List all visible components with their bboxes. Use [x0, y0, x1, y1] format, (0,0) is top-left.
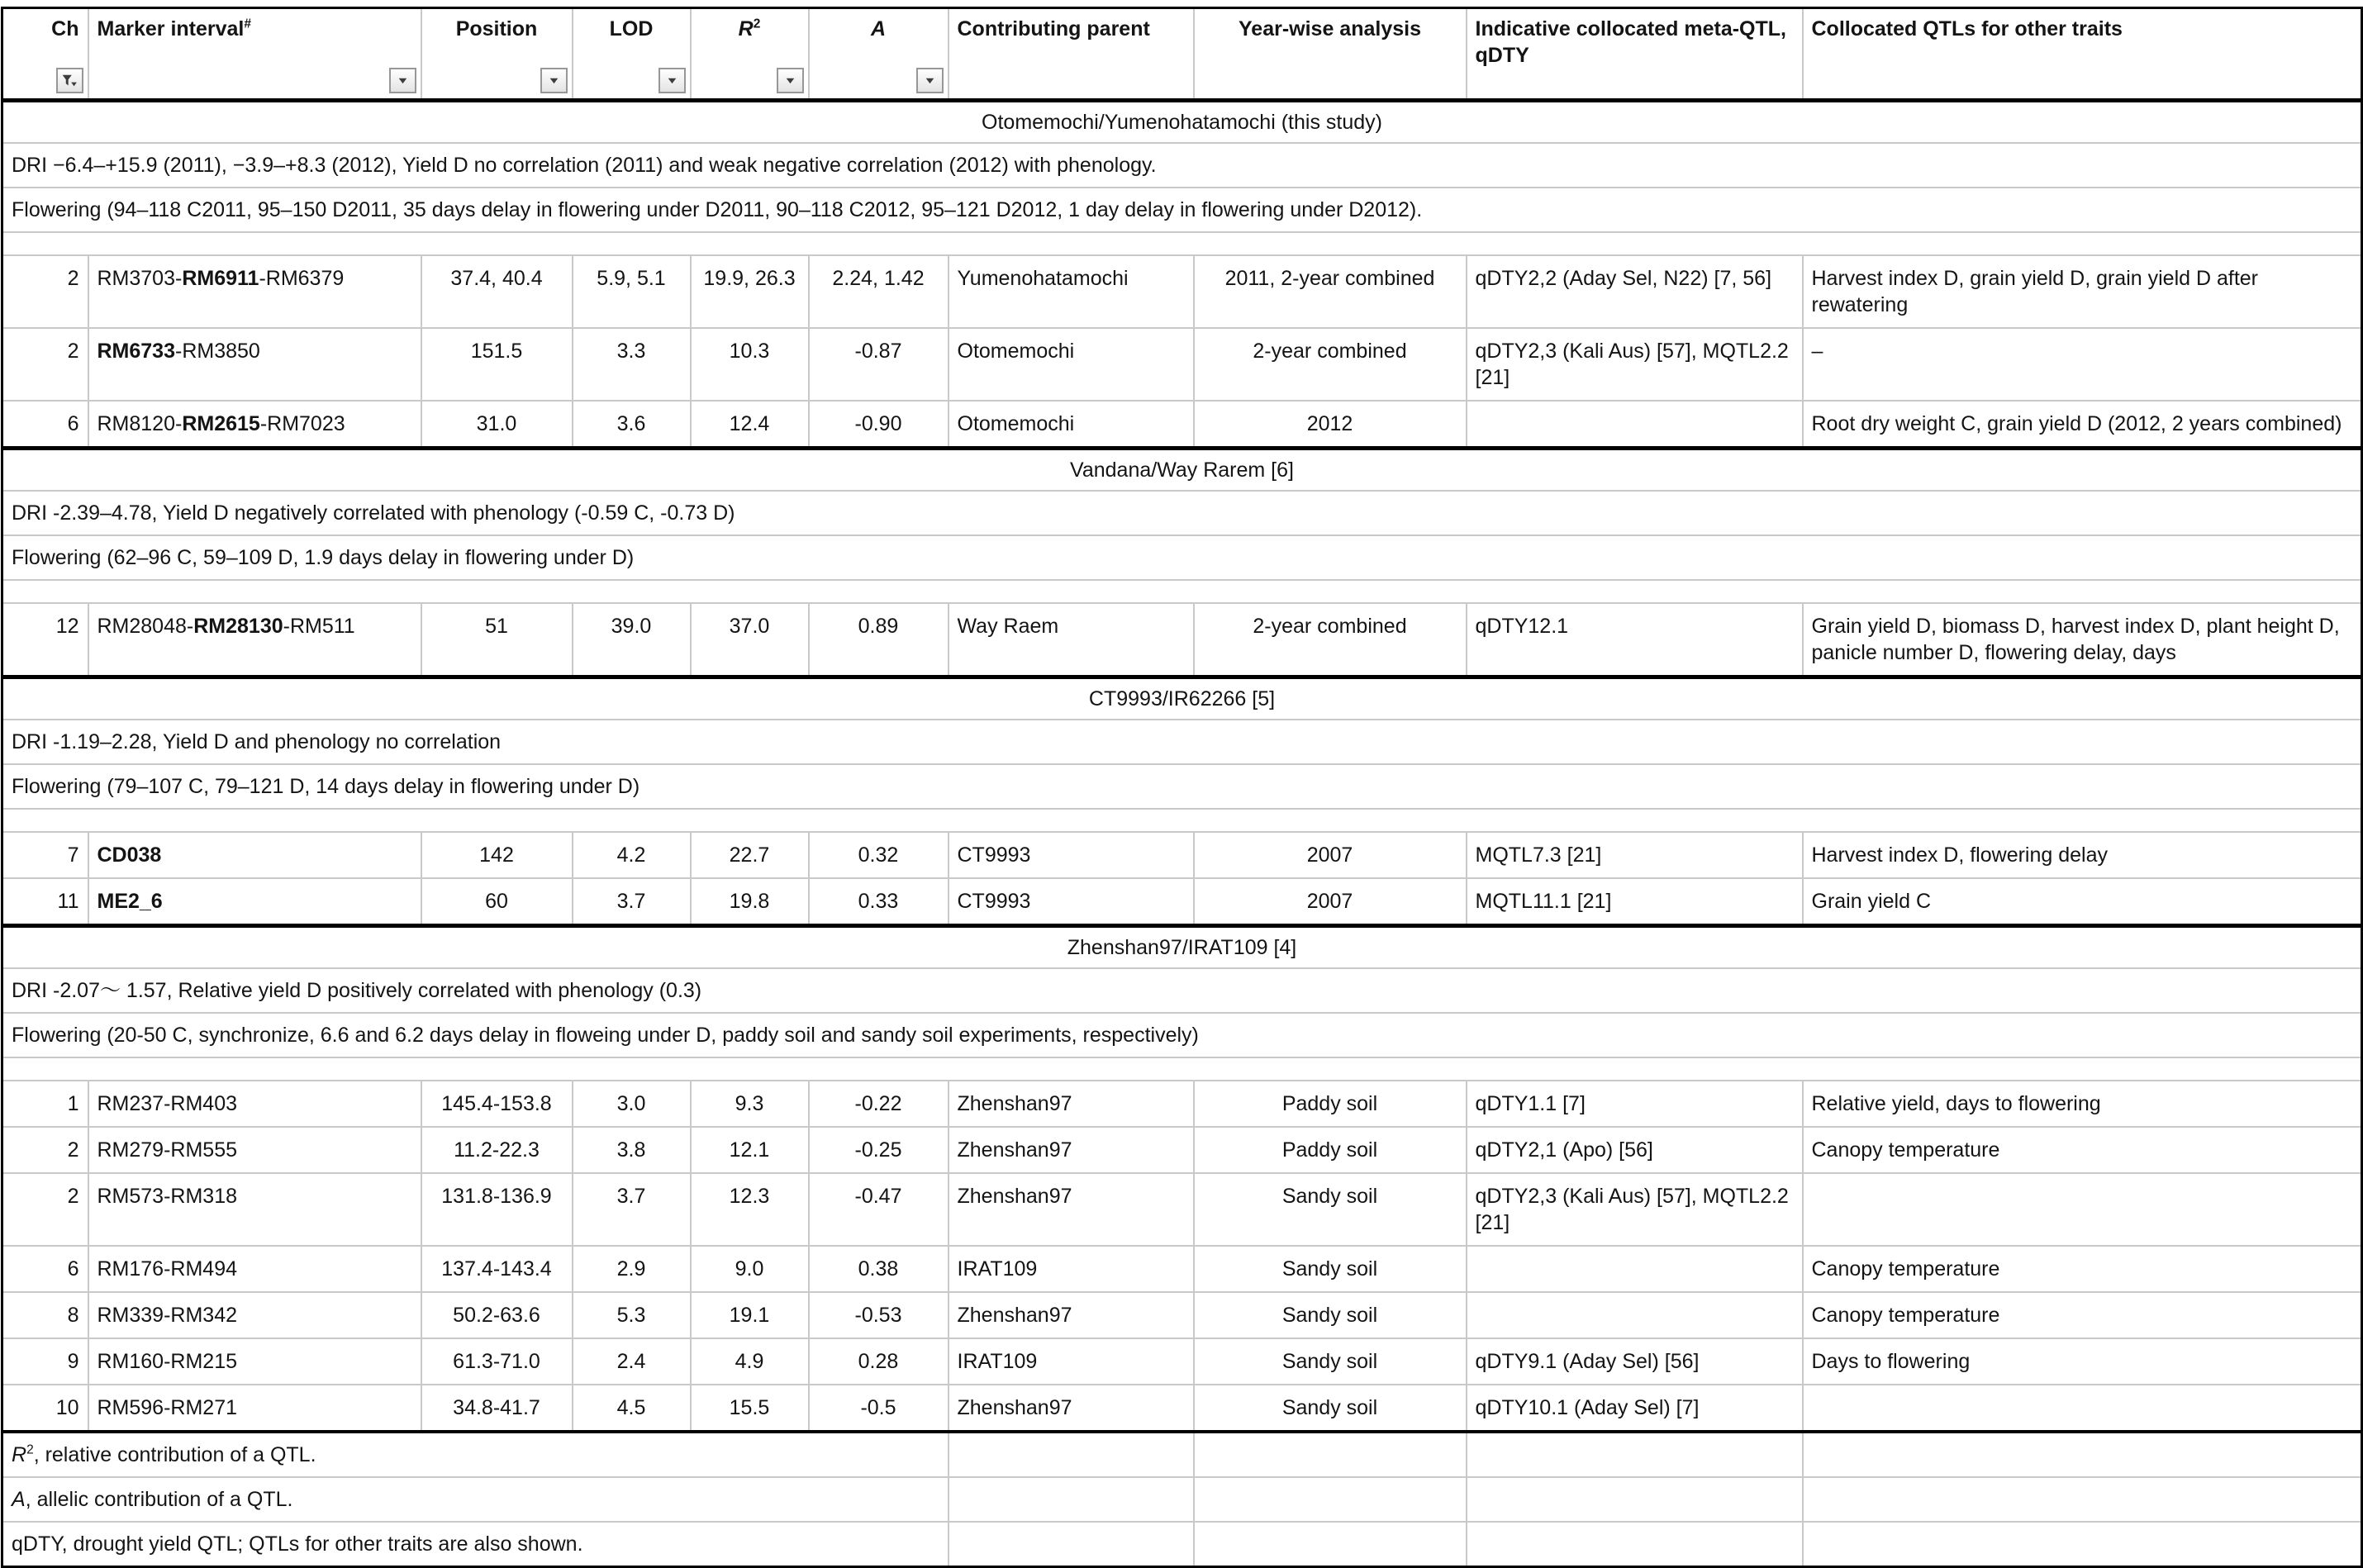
- cell-position: 137.4-143.4: [421, 1246, 573, 1292]
- cell-a: -0.90: [809, 401, 949, 449]
- text-run: RM279-RM555: [97, 1138, 238, 1162]
- text-run: -RM6379: [259, 267, 345, 290]
- cell-r2: 37.0: [691, 603, 809, 677]
- section-note-row: [2, 764, 2362, 809]
- cell-other: Canopy temperature: [1803, 1127, 2362, 1173]
- cell-marker: [88, 1385, 421, 1432]
- column-header-label: [1812, 16, 2353, 42]
- column-header-r2: [691, 8, 809, 101]
- text-run: R: [738, 17, 754, 40]
- cell-parent: Yumenohatamochi: [949, 255, 1194, 328]
- cell-ch: 8: [2, 1292, 88, 1338]
- table-body: [2, 101, 2362, 1567]
- table-row: [2, 878, 2362, 926]
- section-title: Otomemochi/Yumenohatamochi (this study): [2, 101, 2362, 144]
- cell-parent: IRAT109: [949, 1338, 1194, 1385]
- cell-ch: 1: [2, 1081, 88, 1127]
- cell-a: -0.53: [809, 1292, 949, 1338]
- cell-ch: 11: [2, 878, 88, 926]
- column-header-lod: [573, 8, 691, 101]
- column-header-label: [97, 16, 412, 42]
- table-row: [2, 1173, 2362, 1246]
- cell-parent: IRAT109: [949, 1246, 1194, 1292]
- cell-year: 2-year combined: [1194, 328, 1467, 401]
- text-run: RM8120-: [97, 412, 183, 435]
- cell-lod: 3.0: [573, 1081, 691, 1127]
- cell-a: -0.87: [809, 328, 949, 401]
- cell-meta: qDTY9.1 (Aday Sel) [56]: [1467, 1338, 1803, 1385]
- text-run: Ch: [51, 17, 79, 40]
- text-run: -RM3850: [175, 340, 260, 363]
- cell-other: Relative yield, days to flowering: [1803, 1081, 2362, 1127]
- cell-marker: [88, 1127, 421, 1173]
- cell-a: 0.38: [809, 1246, 949, 1292]
- footnote-text: [2, 1432, 949, 1477]
- column-header-position: [421, 8, 573, 101]
- column-header-other-traits: [1803, 8, 2362, 101]
- empty-cell: [1803, 1522, 2362, 1567]
- column-header-marker-interval: [88, 8, 421, 101]
- cell-parent: Zhenshan97: [949, 1081, 1194, 1127]
- text-run: Collocated QTLs for other traits: [1811, 17, 2123, 40]
- cell-position: 151.5: [421, 328, 573, 401]
- cell-other: Canopy temperature: [1803, 1292, 2362, 1338]
- cell-ch: 7: [2, 832, 88, 878]
- section-note: Flowering (62–96 C, 59–109 D, 1.9 days delay in flowering under D): [2, 535, 2362, 580]
- text-run: -RM511: [283, 615, 355, 638]
- cell-other: Harvest index D, grain yield D, grain yield D after rewatering: [1803, 255, 2362, 328]
- cell-position: 31.0: [421, 401, 573, 449]
- chevron-down-icon: [666, 74, 678, 87]
- empty-cell: [949, 1432, 1194, 1477]
- column-header-label: [700, 16, 800, 42]
- cell-marker: [88, 1081, 421, 1127]
- cell-lod: 3.6: [573, 401, 691, 449]
- section-title: Vandana/Way Rarem [6]: [2, 449, 2362, 492]
- cell-lod: 39.0: [573, 603, 691, 677]
- section-note-row: [2, 188, 2362, 232]
- cell-r2: 19.1: [691, 1292, 809, 1338]
- table-row: [2, 603, 2362, 677]
- section-note: DRI -1.19–2.28, Yield D and phenology no correlation: [2, 720, 2362, 764]
- chevron-down-icon: [784, 74, 796, 87]
- section-note: DRI -2.07～ 1.57, Relative yield D positively correlated with phenology (0.3): [2, 968, 2362, 1013]
- empty-cell: [1803, 1477, 2362, 1522]
- text-run: RM28130: [193, 615, 283, 638]
- cell-parent: CT9993: [949, 832, 1194, 878]
- text-run: ME2_6: [97, 890, 163, 913]
- cell-year: Sandy soil: [1194, 1292, 1467, 1338]
- chevron-down-icon: [548, 74, 560, 87]
- text-run: RM160-RM215: [97, 1350, 238, 1373]
- cell-ch: 2: [2, 1127, 88, 1173]
- table-row: [2, 1292, 2362, 1338]
- cell-lod: 5.3: [573, 1292, 691, 1338]
- empty-cell: [1194, 1432, 1467, 1477]
- filter-button-marker-interval[interactable]: [389, 68, 416, 93]
- section-note: Flowering (94–118 C2011, 95–150 D2011, 35 days delay in flowering under D2011, 90–118 C2012, 95–121 D2012, 1 day delay in flowering under D2012).: [2, 188, 2362, 232]
- cell-r2: 22.7: [691, 832, 809, 878]
- section-title-row: [2, 677, 2362, 720]
- text-run: RM176-RM494: [97, 1257, 238, 1281]
- cell-position: 51: [421, 603, 573, 677]
- text-run: qDTY, drought yield QTL; QTLs for other traits are also shown.: [12, 1532, 583, 1556]
- cell-r2: 12.3: [691, 1173, 809, 1246]
- cell-lod: 4.2: [573, 832, 691, 878]
- cell-meta: qDTY2,2 (Aday Sel, N22) [7, 56]: [1467, 255, 1803, 328]
- cell-meta: [1467, 1246, 1803, 1292]
- table-row: [2, 1081, 2362, 1127]
- text-run: RM6911: [182, 267, 259, 290]
- cell-parent: Zhenshan97: [949, 1385, 1194, 1432]
- column-header-label: [1476, 16, 1794, 69]
- cell-r2: 12.4: [691, 401, 809, 449]
- text-run: RM2615: [182, 412, 260, 435]
- cell-a: 0.32: [809, 832, 949, 878]
- text-run: RM3703-: [97, 267, 183, 290]
- empty-cell: [1803, 1432, 2362, 1477]
- text-run: Marker interval: [97, 17, 245, 40]
- text-run: R: [12, 1443, 27, 1466]
- spacer-row: [2, 1057, 2362, 1081]
- cell-a: 2.24, 1.42: [809, 255, 949, 328]
- footnote-row: [2, 1522, 2362, 1567]
- cell-parent: Otomemochi: [949, 328, 1194, 401]
- cell-r2: 10.3: [691, 328, 809, 401]
- cell-other: –: [1803, 328, 2362, 401]
- cell-position: 34.8-41.7: [421, 1385, 573, 1432]
- column-header-ch: [2, 8, 88, 101]
- filter-button-a[interactable]: [916, 68, 944, 93]
- cell-parent: Zhenshan97: [949, 1173, 1194, 1246]
- cell-marker: [88, 1338, 421, 1385]
- text-run: 2: [753, 17, 761, 31]
- section-note: Flowering (20-50 C, synchronize, 6.6 and 6.2 days delay in floweing under D, paddy soil and sandy soil experiments, respectively): [2, 1013, 2362, 1057]
- filter-button-ch[interactable]: [56, 68, 83, 93]
- cell-ch: 6: [2, 401, 88, 449]
- text-run: Position: [455, 17, 538, 40]
- column-header-contributing-parent: [949, 8, 1194, 101]
- empty-cell: [1467, 1477, 1803, 1522]
- cell-r2: 4.9: [691, 1338, 809, 1385]
- cell-r2: 15.5: [691, 1385, 809, 1432]
- empty-cell: [1467, 1522, 1803, 1567]
- cell-year: Sandy soil: [1194, 1338, 1467, 1385]
- cell-marker: [88, 401, 421, 449]
- empty-cell: [949, 1477, 1194, 1522]
- section-note-row: [2, 720, 2362, 764]
- cell-ch: 6: [2, 1246, 88, 1292]
- text-run: LOD: [609, 17, 654, 40]
- cell-r2: 12.1: [691, 1127, 809, 1173]
- cell-lod: 2.4: [573, 1338, 691, 1385]
- column-header-label: [818, 16, 939, 42]
- table-header: [2, 8, 2362, 101]
- text-run: 2: [26, 1442, 34, 1457]
- cell-marker: [88, 1173, 421, 1246]
- spacer-row: [2, 232, 2362, 255]
- cell-lod: 2.9: [573, 1246, 691, 1292]
- header-row: [2, 8, 2362, 101]
- cell-year: Paddy soil: [1194, 1127, 1467, 1173]
- cell-year: 2007: [1194, 832, 1467, 878]
- spacer: [2, 580, 2362, 603]
- funnel-filter-icon: [61, 74, 78, 88]
- qtl-table: [1, 7, 2363, 1568]
- column-header-label: [582, 16, 682, 42]
- text-run: , relative contribution of a QTL.: [33, 1443, 316, 1466]
- cell-position: 131.8-136.9: [421, 1173, 573, 1246]
- table-row: [2, 255, 2362, 328]
- cell-year: 2-year combined: [1194, 603, 1467, 677]
- spacer: [2, 1057, 2362, 1081]
- cell-ch: 12: [2, 603, 88, 677]
- cell-year: Sandy soil: [1194, 1246, 1467, 1292]
- chevron-down-icon: [924, 74, 936, 87]
- column-header-meta-qtl: [1467, 8, 1803, 101]
- cell-a: 0.28: [809, 1338, 949, 1385]
- filter-button-position[interactable]: [540, 68, 568, 93]
- text-run: Contributing parent: [957, 17, 1150, 40]
- cell-other: Days to flowering: [1803, 1338, 2362, 1385]
- column-header-label: [1203, 16, 1457, 42]
- text-run: Year-wise analysis: [1239, 17, 1421, 40]
- cell-position: 37.4, 40.4: [421, 255, 573, 328]
- cell-marker: [88, 603, 421, 677]
- cell-marker: [88, 255, 421, 328]
- cell-meta: [1467, 1292, 1803, 1338]
- section-note-row: [2, 143, 2362, 188]
- section-note: Flowering (79–107 C, 79–121 D, 14 days delay in flowering under D): [2, 764, 2362, 809]
- cell-lod: 3.3: [573, 328, 691, 401]
- cell-marker: [88, 1246, 421, 1292]
- table-row: [2, 1246, 2362, 1292]
- table-row: [2, 1338, 2362, 1385]
- text-run: RM573-RM318: [97, 1185, 238, 1208]
- cell-year: Sandy soil: [1194, 1385, 1467, 1432]
- cell-meta: [1467, 401, 1803, 449]
- cell-lod: 3.8: [573, 1127, 691, 1173]
- section-title-row: [2, 449, 2362, 492]
- cell-parent: Zhenshan97: [949, 1127, 1194, 1173]
- chevron-down-icon: [397, 74, 409, 87]
- spacer-row: [2, 580, 2362, 603]
- empty-cell: [949, 1522, 1194, 1567]
- cell-a: 0.33: [809, 878, 949, 926]
- cell-r2: 19.8: [691, 878, 809, 926]
- footnote-row: [2, 1432, 2362, 1477]
- cell-a: -0.5: [809, 1385, 949, 1432]
- cell-meta: qDTY10.1 (Aday Sel) [7]: [1467, 1385, 1803, 1432]
- section-note: DRI −6.4–+15.9 (2011), −3.9–+8.3 (2012), Yield D no correlation (2011) and weak negative correlation (2012) with phenology.: [2, 143, 2362, 188]
- cell-year: 2012: [1194, 401, 1467, 449]
- section-note-row: [2, 1013, 2362, 1057]
- section-note-row: [2, 968, 2362, 1013]
- cell-lod: 5.9, 5.1: [573, 255, 691, 328]
- filter-button-lod[interactable]: [659, 68, 686, 93]
- footnote-text: [2, 1522, 949, 1567]
- text-run: CD038: [97, 843, 162, 867]
- filter-button-r2[interactable]: [777, 68, 804, 93]
- text-run: RM28048-: [97, 615, 194, 638]
- section-note: DRI -2.39–4.78, Yield D negatively correlated with phenology (-0.59 C, -0.73 D): [2, 491, 2362, 535]
- cell-position: 11.2-22.3: [421, 1127, 573, 1173]
- section-title: Zhenshan97/IRAT109 [4]: [2, 926, 2362, 969]
- spacer: [2, 232, 2362, 255]
- empty-cell: [1194, 1522, 1467, 1567]
- section-title-row: [2, 101, 2362, 144]
- table-row: [2, 1385, 2362, 1432]
- cell-a: 0.89: [809, 603, 949, 677]
- section-note-row: [2, 535, 2362, 580]
- text-run: A: [870, 17, 887, 40]
- column-header-label: [958, 16, 1185, 42]
- table-row: [2, 1127, 2362, 1173]
- section-title-row: [2, 926, 2362, 969]
- cell-other: Harvest index D, flowering delay: [1803, 832, 2362, 878]
- cell-marker: [88, 1292, 421, 1338]
- cell-other: Grain yield D, biomass D, harvest index D, plant height D, panicle number D, flowering delay, days: [1803, 603, 2362, 677]
- cell-a: -0.22: [809, 1081, 949, 1127]
- cell-parent: Zhenshan97: [949, 1292, 1194, 1338]
- cell-meta: qDTY1.1 [7]: [1467, 1081, 1803, 1127]
- cell-marker: [88, 328, 421, 401]
- cell-ch: 10: [2, 1385, 88, 1432]
- empty-cell: [1194, 1477, 1467, 1522]
- cell-a: -0.25: [809, 1127, 949, 1173]
- cell-marker: [88, 832, 421, 878]
- cell-meta: MQTL7.3 [21]: [1467, 832, 1803, 878]
- cell-meta: qDTY12.1: [1467, 603, 1803, 677]
- cell-r2: 9.3: [691, 1081, 809, 1127]
- cell-parent: CT9993: [949, 878, 1194, 926]
- column-header-label: [430, 16, 563, 42]
- cell-position: 60: [421, 878, 573, 926]
- cell-r2: 19.9, 26.3: [691, 255, 809, 328]
- table-row: [2, 328, 2362, 401]
- cell-position: 50.2-63.6: [421, 1292, 573, 1338]
- cell-lod: 4.5: [573, 1385, 691, 1432]
- spacer-row: [2, 809, 2362, 832]
- cell-meta: qDTY2,3 (Kali Aus) [57], MQTL2.2 [21]: [1467, 328, 1803, 401]
- cell-meta: MQTL11.1 [21]: [1467, 878, 1803, 926]
- section-title: CT9993/IR62266 [5]: [2, 677, 2362, 720]
- cell-year: Paddy soil: [1194, 1081, 1467, 1127]
- column-header-label: [12, 16, 79, 42]
- spacer: [2, 809, 2362, 832]
- cell-year: 2007: [1194, 878, 1467, 926]
- cell-parent: Otomemochi: [949, 401, 1194, 449]
- text-run: Indicative collocated meta-QTL, qDTY: [1475, 17, 1786, 67]
- section-note-row: [2, 491, 2362, 535]
- cell-year: Sandy soil: [1194, 1173, 1467, 1246]
- cell-ch: 2: [2, 328, 88, 401]
- footnote-text: [2, 1477, 949, 1522]
- cell-other: Canopy temperature: [1803, 1246, 2362, 1292]
- text-run: A: [12, 1488, 26, 1511]
- cell-ch: 2: [2, 255, 88, 328]
- cell-lod: 3.7: [573, 1173, 691, 1246]
- cell-position: 145.4-153.8: [421, 1081, 573, 1127]
- cell-year: 2011, 2-year combined: [1194, 255, 1467, 328]
- table-row: [2, 401, 2362, 449]
- cell-position: 61.3-71.0: [421, 1338, 573, 1385]
- text-run: , allelic contribution of a QTL.: [25, 1488, 293, 1511]
- cell-other: Grain yield C: [1803, 878, 2362, 926]
- footnote-row: [2, 1477, 2362, 1522]
- text-run: #: [244, 17, 251, 31]
- text-run: RM596-RM271: [97, 1396, 238, 1419]
- cell-marker: [88, 878, 421, 926]
- cell-meta: qDTY2,1 (Apo) [56]: [1467, 1127, 1803, 1173]
- cell-parent: Way Raem: [949, 603, 1194, 677]
- text-run: -RM7023: [259, 412, 345, 435]
- cell-other: Root dry weight C, grain yield D (2012, 2 years combined): [1803, 401, 2362, 449]
- cell-other: [1803, 1173, 2362, 1246]
- cell-lod: 3.7: [573, 878, 691, 926]
- table-row: [2, 832, 2362, 878]
- column-header-year-wise-analysis: [1194, 8, 1467, 101]
- cell-r2: 9.0: [691, 1246, 809, 1292]
- cell-ch: 2: [2, 1173, 88, 1246]
- cell-other: [1803, 1385, 2362, 1432]
- cell-ch: 9: [2, 1338, 88, 1385]
- cell-position: 142: [421, 832, 573, 878]
- empty-cell: [1467, 1432, 1803, 1477]
- text-run: RM6733: [97, 340, 175, 363]
- cell-a: -0.47: [809, 1173, 949, 1246]
- text-run: RM339-RM342: [97, 1304, 238, 1327]
- cell-meta: qDTY2,3 (Kali Aus) [57], MQTL2.2 [21]: [1467, 1173, 1803, 1246]
- column-header-a: [809, 8, 949, 101]
- text-run: RM237-RM403: [97, 1092, 238, 1115]
